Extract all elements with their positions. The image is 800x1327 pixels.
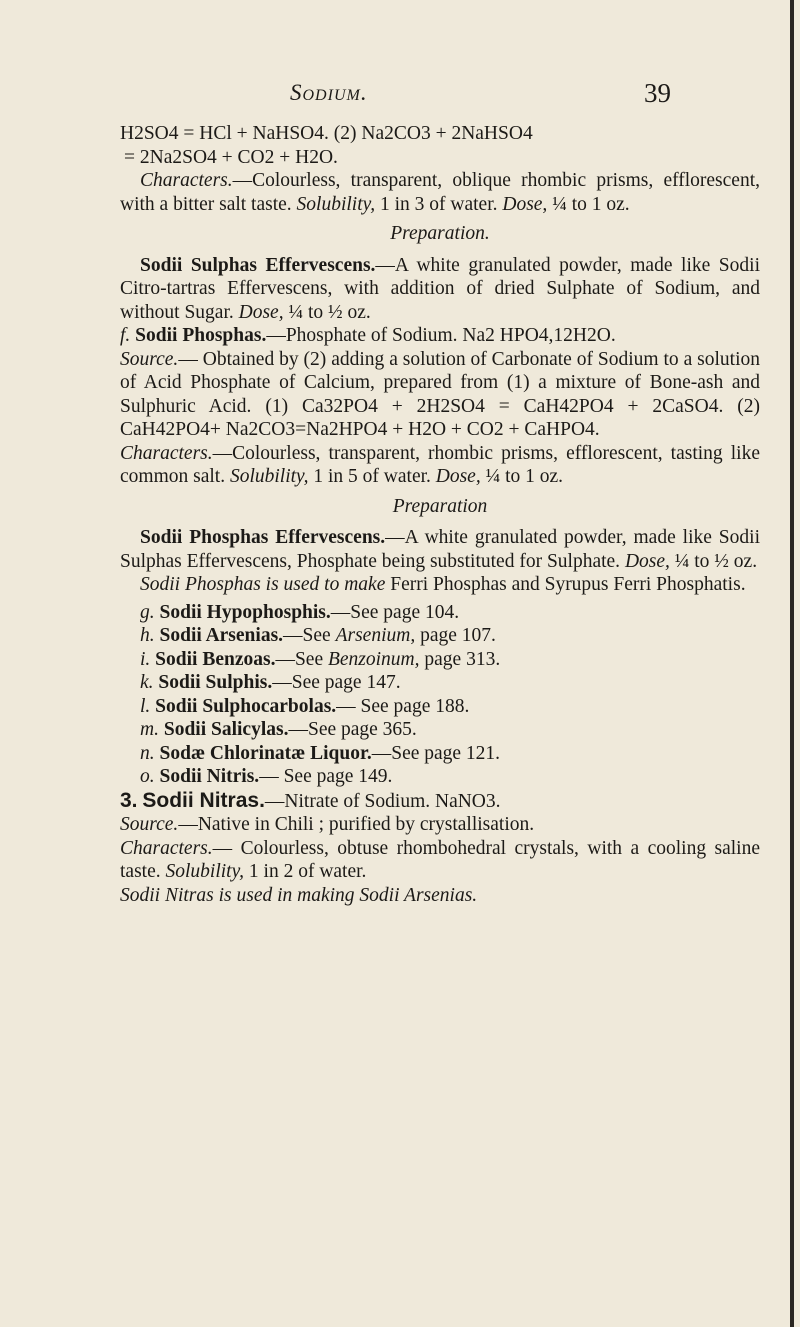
equation-line: = 2Na2SO4 + CO2 + H2O. [124, 146, 338, 168]
preparation-heading: Preparation. [390, 223, 490, 244]
page-edge-rule [790, 0, 794, 1327]
body-text [120, 122, 760, 907]
cross-reference: i. Sodii Benzoas.—See Benzoinum, page 313. [140, 648, 501, 670]
usage-note: Sodii Nitras is used in making Sodii Arsenias. [120, 884, 478, 906]
cross-reference: k. Sodii Sulphis.—See page 147. [140, 672, 401, 693]
entry-f: f. Sodii Phosphas.—Phosphate of Sodium. Na2 HPO4,12H2O. [120, 325, 616, 346]
usage-note: Sodii Phosphas is used to make Ferri Phosphas and Syrupus Ferri Phosphatis. [140, 574, 746, 595]
preparation-heading: Preparation [392, 495, 488, 517]
characters-paragraph: Characters.— Colourless, obtuse rhombohedral crystals, with a cooling saline taste. Solubility, 1 in 2 of water. [120, 837, 760, 882]
characters-paragraph: Characters.—Colourless, transparent, oblique rhombic prisms, efflorescent, with a bitter salt taste. Solubility, 1 in 3 of water. Dose, ¼ to 1 oz. [120, 170, 760, 215]
cross-reference: g. Sodii Hypophosphis.—See page 104. [140, 601, 460, 623]
running-title: Sodium. [290, 80, 368, 105]
cross-reference: n. Sodæ Chlorinatæ Liquor.—See page 121. [140, 742, 501, 764]
page-number: 39 [644, 78, 671, 108]
preparation-paragraph: Sodii Sulphas Effervescens.—A white granulated powder, made like Sodii Citro-tartras Effervescens, with addition of dried Sulphate of Sodium, and without Sugar. Dose, ¼ to ½ oz. [120, 254, 760, 323]
cross-reference-list [120, 601, 760, 789]
preparation-paragraph: Sodii Phosphas Effervescens.—A white granulated powder, made like Sodii Sulphas Effervescens, Phosphate being substituted for Sulphate. Dose, ¼ to ½ oz. [120, 527, 760, 572]
cross-reference: o. Sodii Nitris.— See page 149. [140, 766, 393, 787]
source-paragraph: Source.—Native in Chili ; purified by crystallisation. [120, 814, 535, 835]
page-header [0, 78, 800, 118]
cross-reference: m. Sodii Salicylas.—See page 365. [140, 719, 417, 740]
equation-line: H2SO4 = HCl + NaHSO4. (2) Na2CO3 + 2NaHSO4 [120, 123, 533, 144]
cross-reference: h. Sodii Arsenias.—See Arsenium, page 107. [140, 625, 496, 646]
cross-reference: l. Sodii Sulphocarbolas.— See page 188. [140, 695, 470, 717]
characters-paragraph: Characters.—Colourless, transparent, rhombic prisms, efflorescent, tasting like common salt. Solubility, 1 in 5 of water. Dose, ¼ to 1 oz. [120, 442, 760, 487]
source-paragraph: Source.— Obtained by (2) adding a solution of Carbonate of Sodium to a solution of Acid Phosphate of Calcium, prepared from (1) a mixture of Bone-ash and Sulphuric Acid. (1) Ca32PO4 + 2H2SO4 = CaH42PO4 + 2CaSO4. (2) CaH42PO4+ Na2CO3=Na2HPO4 + H2O + CO2 + CaHPO4. [120, 348, 760, 440]
section-3-heading: 3. Sodii Nitras.—Nitrate of Sodium. NaNO3. [120, 788, 501, 812]
